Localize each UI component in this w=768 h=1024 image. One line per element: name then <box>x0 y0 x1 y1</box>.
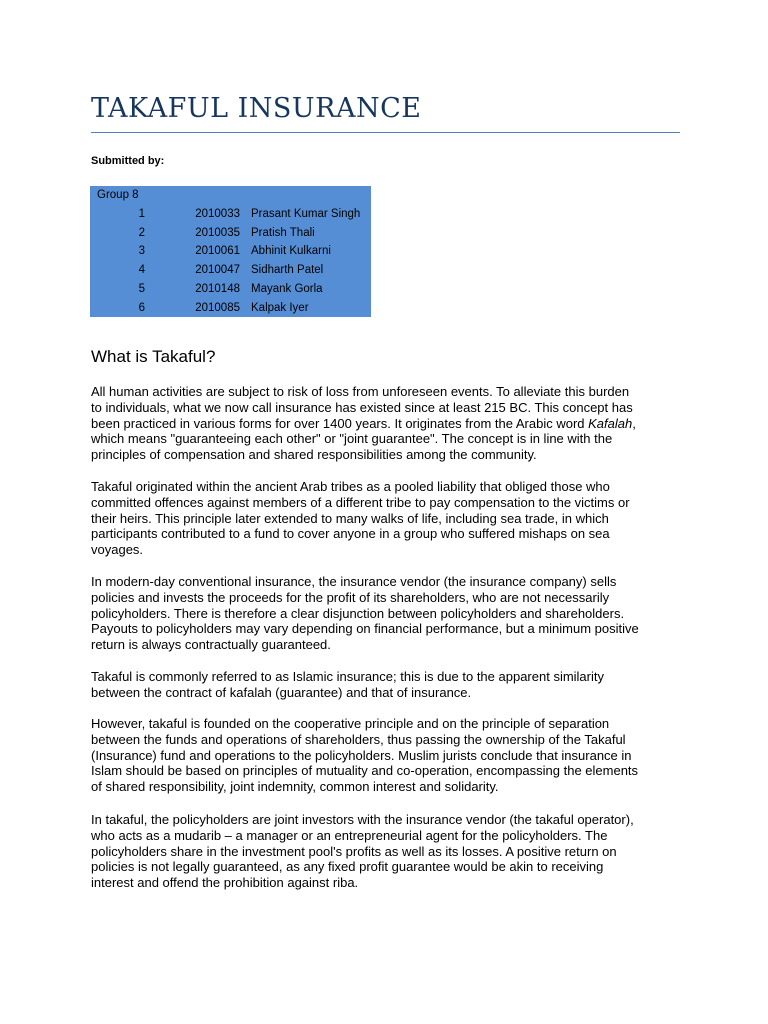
text-line: participants contributed to a fund to cover anyone in a group who suffered mishaps on sea <box>91 526 610 542</box>
member-roll-number: 2010061 <box>195 245 240 258</box>
paragraph-origin <box>91 479 681 558</box>
member-number: 1 <box>138 208 145 221</box>
member-name: Prasant Kumar Singh <box>251 208 361 221</box>
paragraph-conventional <box>91 574 681 653</box>
title-underline <box>91 132 680 133</box>
member-number: 3 <box>138 245 145 258</box>
member-roll-number: 2010085 <box>195 301 240 314</box>
member-name: Sidharth Patel <box>251 264 324 277</box>
text-line: to individuals, what we now call insurance has existed since at least 215 BC. This concept has <box>91 399 633 415</box>
member-name: Abhinit Kulkarni <box>251 245 331 258</box>
text-fragment: , <box>632 415 636 431</box>
text-line: In modern-day conventional insurance, the insurance vendor (the insurance company) sells <box>91 574 617 589</box>
text-line: which means "guaranteeing each other" or "joint guarantee". The concept is in line with the <box>91 431 613 447</box>
text-line: voyages. <box>91 542 144 558</box>
member-roll-number: 2010148 <box>195 282 240 295</box>
member-number: 2 <box>138 226 145 239</box>
text-line: principles of compensation and shared responsibilities among the community. <box>91 447 537 463</box>
text-line: In takaful, the policyholders are joint investors with the insurance vendor (the takaful operator), <box>91 812 634 827</box>
table-row <box>90 186 371 205</box>
paragraph-cooperative <box>91 716 681 795</box>
text-line: All human activities are subject to risk of loss from unforeseen events. To alleviate this burden <box>91 384 630 399</box>
table-row <box>90 242 371 261</box>
member-number: 4 <box>138 264 145 277</box>
table-row <box>90 261 371 280</box>
text-line: between the funds and operations of shareholders, thus passing the ownership of the Takaful <box>91 731 626 747</box>
member-roll-number: 2010035 <box>195 226 240 239</box>
text-line: return is always contractually guaranteed. <box>91 637 331 653</box>
member-number: 5 <box>138 282 145 295</box>
text-line <box>91 416 681 432</box>
paragraph-joint-investors <box>91 812 681 891</box>
text-line: between the contract of kafalah (guarantee) and that of insurance. <box>91 684 472 700</box>
text-fragment: been practiced in various forms for over 1400 years. It originates from the Arabic word <box>91 415 585 431</box>
text-line: committed offences against members of a different tribe to pay compensation to the victims or <box>91 494 630 510</box>
text-line: Islam should be based on principles of mutuality and co-operation, encompassing the elements <box>91 763 639 779</box>
section-heading: What is Takaful? <box>91 347 216 366</box>
text-line: policies and invests the proceeds for the profit of its shareholders, who are not necessarily <box>91 589 610 605</box>
paragraph-history <box>91 384 681 463</box>
member-name: Kalpak Iyer <box>251 301 309 314</box>
italic-term: Kafalah <box>588 415 633 431</box>
table-row <box>90 298 371 317</box>
text-line: policyholders. There is therefore a clear disjunction between policyholders and shareholders. <box>91 605 625 621</box>
text-line: policyholders share in the investment pool's profits as well as its losses. A positive return on <box>91 843 617 859</box>
member-number: 6 <box>138 301 145 314</box>
text-line: However, takaful is founded on the cooperative principle and on the principle of separation <box>91 716 610 731</box>
paragraph-islamic-insurance <box>91 669 681 701</box>
text-line: of shared responsibility, joint indemnity, common interest and solidarity. <box>91 779 499 795</box>
member-name: Pratish Thali <box>251 226 315 239</box>
member-roll-number: 2010033 <box>195 208 240 221</box>
table-row <box>90 223 371 242</box>
text-line: their heirs. This principle later extended to many walks of life, including sea trade, in which <box>91 510 609 526</box>
text-line: policies is not legally guaranteed, as any fixed profit guarantee would be akin to receiving <box>91 859 604 875</box>
text-line: interest and offend the prohibition against riba. <box>91 875 359 891</box>
submitted-by-label: Submitted by: <box>91 155 165 167</box>
text-line: Payouts to policyholders may vary depending on financial performance, but a minimum positive <box>91 621 639 637</box>
table-row <box>90 205 371 224</box>
text-line: who acts as a mudarib – a manager or an entrepreneurial agent for the policyholders. The <box>91 827 608 843</box>
group-label: Group 8 <box>97 189 139 202</box>
text-line: (Insurance) fund and operations to the policyholders. Muslim jurists conclude that insurance in <box>91 747 632 763</box>
group-members-table <box>90 186 371 317</box>
member-name: Mayank Gorla <box>251 282 323 295</box>
document-title: TAKAFUL INSURANCE <box>91 93 422 124</box>
text-line: Takaful is commonly referred to as Islamic insurance; this is due to the apparent similarity <box>91 669 604 684</box>
member-roll-number: 2010047 <box>195 264 240 277</box>
table-row <box>90 280 371 299</box>
text-line: Takaful originated within the ancient Arab tribes as a pooled liability that obliged those who <box>91 479 610 494</box>
